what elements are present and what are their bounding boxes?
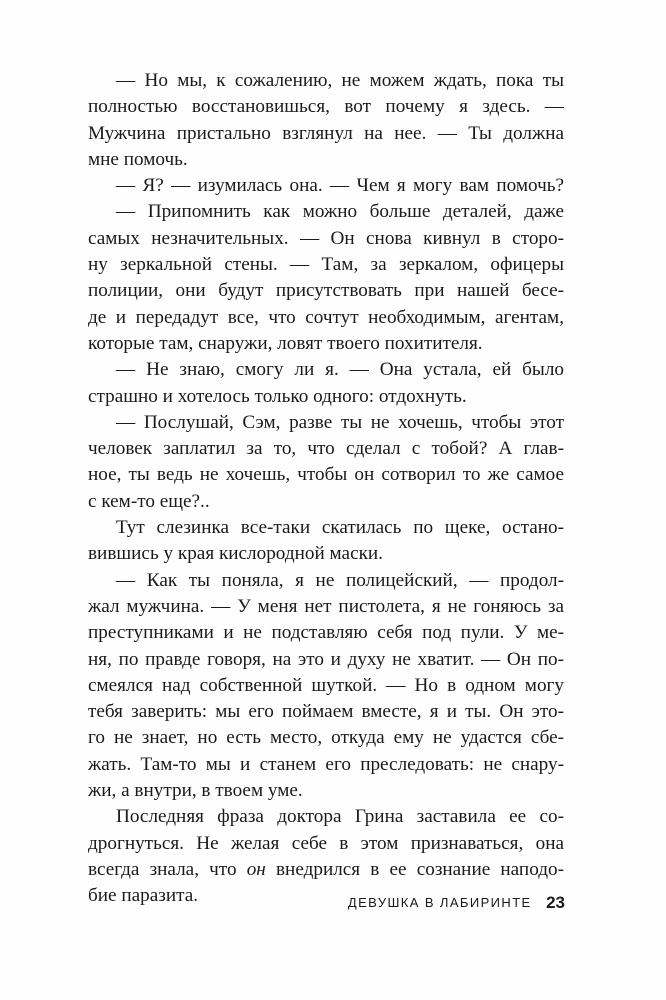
text-line: с кем-то еще?.. — [88, 490, 210, 512]
text-line: тебя заверить: мы его поймаем вместе, я и ты. Он это- — [88, 701, 564, 723]
text-line: смеялся над собственной шуткой. — Но в одном могу — [88, 674, 564, 696]
text-line: — Послушай, Сэм, разве ты не хочешь, чтобы этот — [116, 411, 564, 433]
text-line: го не знает, но есть место, откуда ему не удастся сбе- — [88, 727, 564, 749]
text-line: страшно и хотелось только одного: отдохнуть. — [88, 385, 467, 407]
text-line: жал мужчина. — У меня нет пистолета, я не гоняюсь за — [88, 595, 564, 617]
text-line: полиции, они будут присутствовать при нашей бесе- — [88, 280, 564, 302]
text-line: Тут слезинка все-таки скатилась по щеке, остано- — [116, 517, 564, 539]
text-line: преступниками и не подставляю себя под пули. У ме- — [88, 622, 564, 644]
text-line: — Не знаю, смогу ли я. — Она устала, ей было — [116, 359, 564, 381]
text-line: полностью восстановишься, вот почему я здесь. — — [88, 96, 564, 118]
text-line: человек заплатил за то, что сделал с тобой? А глав- — [88, 438, 564, 460]
text-line: де и передадут все, что сочтут необходимым, агентам, — [88, 306, 564, 328]
text-line: мне помочь. — [88, 148, 188, 170]
text-line: бие паразита. — [88, 885, 199, 907]
text-line: ну зеркальной стены. — Там, за зеркалом, офицеры — [88, 254, 564, 276]
text-line: — Как ты поняла, я не полицейский, — продол- — [116, 569, 564, 591]
running-title: ДЕВУШКА В ЛАБИРИНТЕ — [347, 895, 532, 910]
text-line: всегда знала, что он внедрился в ее сознание наподо- — [88, 858, 564, 880]
text-line: Мужчина пристально взглянул на нее. — Ты должна — [88, 122, 564, 144]
body-text — [88, 68, 564, 910]
text-line: которые там, снаружи, ловят твоего похитителя. — [88, 332, 483, 354]
text-line: жать. Там-то мы и станем его преследовать: не снару- — [88, 753, 564, 775]
page-number: 23 — [546, 893, 565, 912]
text-line: — Припомнить как можно больше деталей, даже — [116, 201, 564, 223]
text-line: жи, а внутри, в твоем уме. — [88, 780, 303, 802]
text-line: Последняя фраза доктора Грина заставила ее со- — [116, 806, 564, 828]
text-line: дрогнуться. Не желая себе в этом признаваться, она — [88, 832, 564, 854]
page-footer — [348, 893, 565, 913]
text-line: самых незначительных. — Он снова кивнул в сторо- — [88, 227, 564, 249]
text-line: вившись у края кислородной маски. — [88, 543, 383, 565]
text-line: — Я? — изумилась она. — Чем я могу вам помочь? — [116, 175, 564, 197]
text-line: ное, ты ведь не хочешь, чтобы он сотворил то же самое — [88, 464, 564, 486]
text-line: — Но мы, к сожалению, не можем ждать, пока ты — [116, 70, 564, 91]
text-line: ня, по правде говоря, на это и духу не хватит. — Он по- — [88, 648, 564, 670]
